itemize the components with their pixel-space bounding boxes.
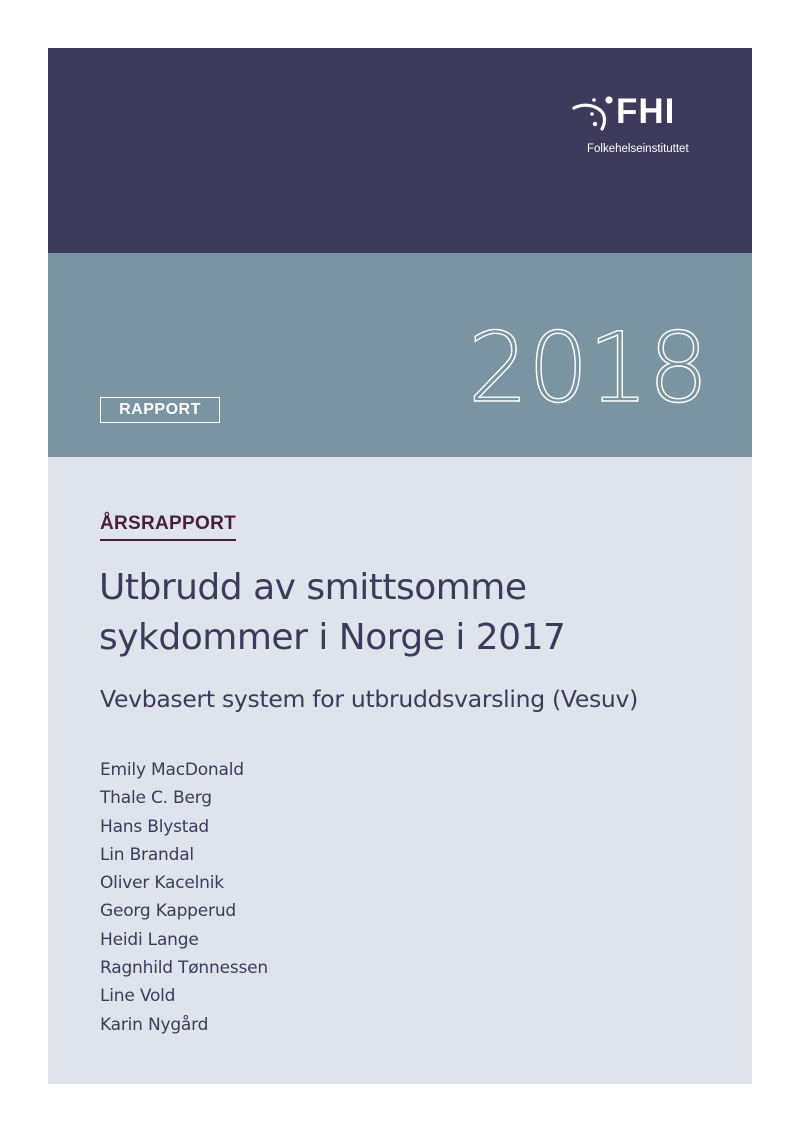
report-subtitle: Vevbasert system for utbruddsvarsling (Vesuv): [100, 685, 638, 713]
author-name: Emily MacDonald: [100, 760, 244, 780]
logo-subtitle: Folkehelseinstituttet: [587, 143, 689, 155]
report-year: 2018: [467, 312, 708, 424]
author-name: Thale C. Berg: [100, 788, 212, 809]
report-cover: [48, 48, 752, 1084]
author-name: Heidi Lange: [100, 929, 199, 950]
report-title: [99, 563, 719, 663]
author-name: Karin Nygård: [100, 1014, 209, 1035]
logo-name: FHI: [616, 92, 676, 131]
author-name: Georg Kapperud: [100, 901, 236, 922]
author-name: Lin Brandal: [100, 844, 194, 865]
author-name: Line Vold: [100, 986, 176, 1007]
report-title-line-1: Utbrudd av smittsomme: [99, 567, 527, 608]
author-name: Hans Blystad: [100, 816, 210, 837]
author-list: [100, 756, 268, 1039]
report-type-badge: RAPPORT: [100, 397, 220, 423]
fhi-logo: [570, 92, 710, 160]
fhi-logo-icon: [572, 94, 614, 132]
report-category: ÅRSRAPPORT: [100, 512, 236, 541]
report-title-line-2: sykdommer i Norge i 2017: [99, 617, 566, 658]
author-name: Oliver Kacelnik: [100, 873, 224, 894]
author-name: Ragnhild Tønnessen: [100, 958, 268, 979]
top-band: [48, 48, 752, 253]
